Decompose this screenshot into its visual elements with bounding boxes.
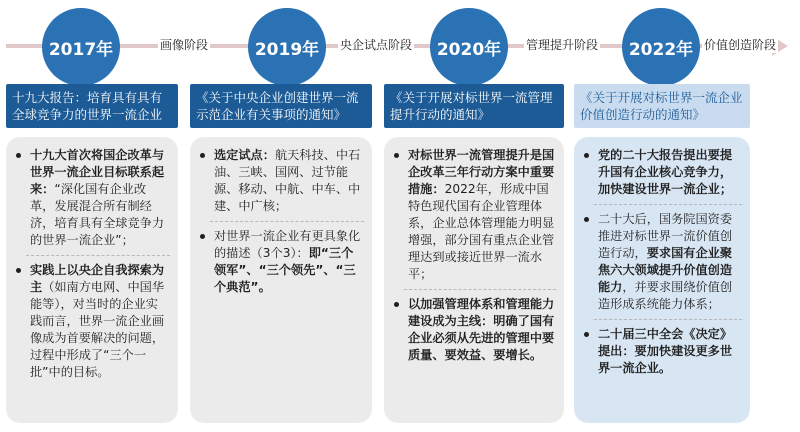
- list-item: [594, 204, 742, 313]
- bullet-bold-text: 要求国有企业聚焦六大领域提升价值创造能力: [598, 246, 733, 294]
- bullet-text: ，并要求围绕价值创造形成系统能力体系；: [598, 280, 733, 311]
- year-circle-2017: 2017年: [42, 8, 120, 86]
- year-circle-2020: 2020年: [430, 8, 508, 86]
- list-item: [594, 319, 742, 377]
- bullet-bold-text: 即“三个领军”、“三个领先”、“三个典范”。: [214, 246, 356, 294]
- bullet-bold-text: 对标世界一流管理提升是国企改革三年行动方案中重要措施：: [408, 148, 555, 196]
- list-item: [210, 221, 364, 296]
- list-item: [594, 147, 742, 198]
- bullet-bold-text: 十九大首次将国企改革与世界一流企业目标联系起来：: [30, 148, 165, 196]
- column-header-2019: 《关于中央企业创建世界一流示范企业有关事项的通知》: [190, 84, 372, 128]
- stage-label-portrait: 画像阶段: [160, 38, 209, 52]
- bullet-bold-text: 党的二十大报告提出要提升国有企业核心竞争力，加快建设世界一流企业；: [598, 148, 733, 196]
- card-2017: [6, 137, 178, 423]
- card-2022: [574, 137, 750, 423]
- year-circle-2019: 2019年: [248, 8, 326, 86]
- column-header-2017: 十九大报告：培育具有具有全球竞争力的世界一流企业: [6, 84, 178, 128]
- list-item: [26, 255, 170, 381]
- bullet-text: 航天科技、中石油、三峡、国网、过节能源、移动、中航、中车、中建、中广核；: [214, 148, 361, 213]
- bullet-text: “深化国有企业改革，发展混合所有制经济，培育具有全球竞争力的世界一流企业”；: [30, 182, 165, 247]
- card-2020: [384, 137, 564, 423]
- stage-label-management: 管理提升阶段: [526, 38, 599, 52]
- bullet-bold-text: 选定试点：: [214, 148, 275, 162]
- bullet-bold-text: 以加强管理体系和管理能力建设成为主线：明确了国有企业必须从先进的管理中要质量、要效益、要增长。: [408, 297, 555, 362]
- list-item: [26, 147, 170, 249]
- year-circle-2022: 2022年: [622, 8, 700, 86]
- bullet-text: （如南方电网、中国华能等），对当时的企业实践而言，世界一流企业画像成为首要解决的问题，过程中形成了“三个一批”中的目标。: [30, 280, 165, 379]
- stage-label-pilot: 央企试点阶段: [340, 38, 413, 52]
- stage-label-value: 价值创造阶段: [704, 38, 777, 52]
- bullet-text: 对世界一流企业有更具象化的描述（3个3）：: [214, 229, 361, 260]
- column-header-2020: 《关于开展对标世界一流管理提升行动的通知》: [384, 84, 564, 128]
- list-item: [210, 147, 364, 215]
- bullet-bold-text: 二十届三中全会《决定》提出：要加快建设更多世界一流企业。: [598, 327, 733, 375]
- bullet-bold-text: 实践上以央企自我探索为主: [30, 263, 165, 294]
- bullet-text: 二十大后，国务院国资委推进对标世界一流价值创造行动，: [598, 212, 733, 260]
- list-item: [404, 289, 556, 364]
- card-2019: [190, 137, 372, 423]
- column-header-2022: 《关于开展对标世界一流企业价值创造行动的通知》: [574, 84, 750, 128]
- list-item: [404, 147, 556, 283]
- bullet-text: 2022年，形成中国特色现代国有企业管理体系，企业总体管理能力明显增强，部分国有重点企业管理达到或接近世界一流水平；: [408, 182, 555, 281]
